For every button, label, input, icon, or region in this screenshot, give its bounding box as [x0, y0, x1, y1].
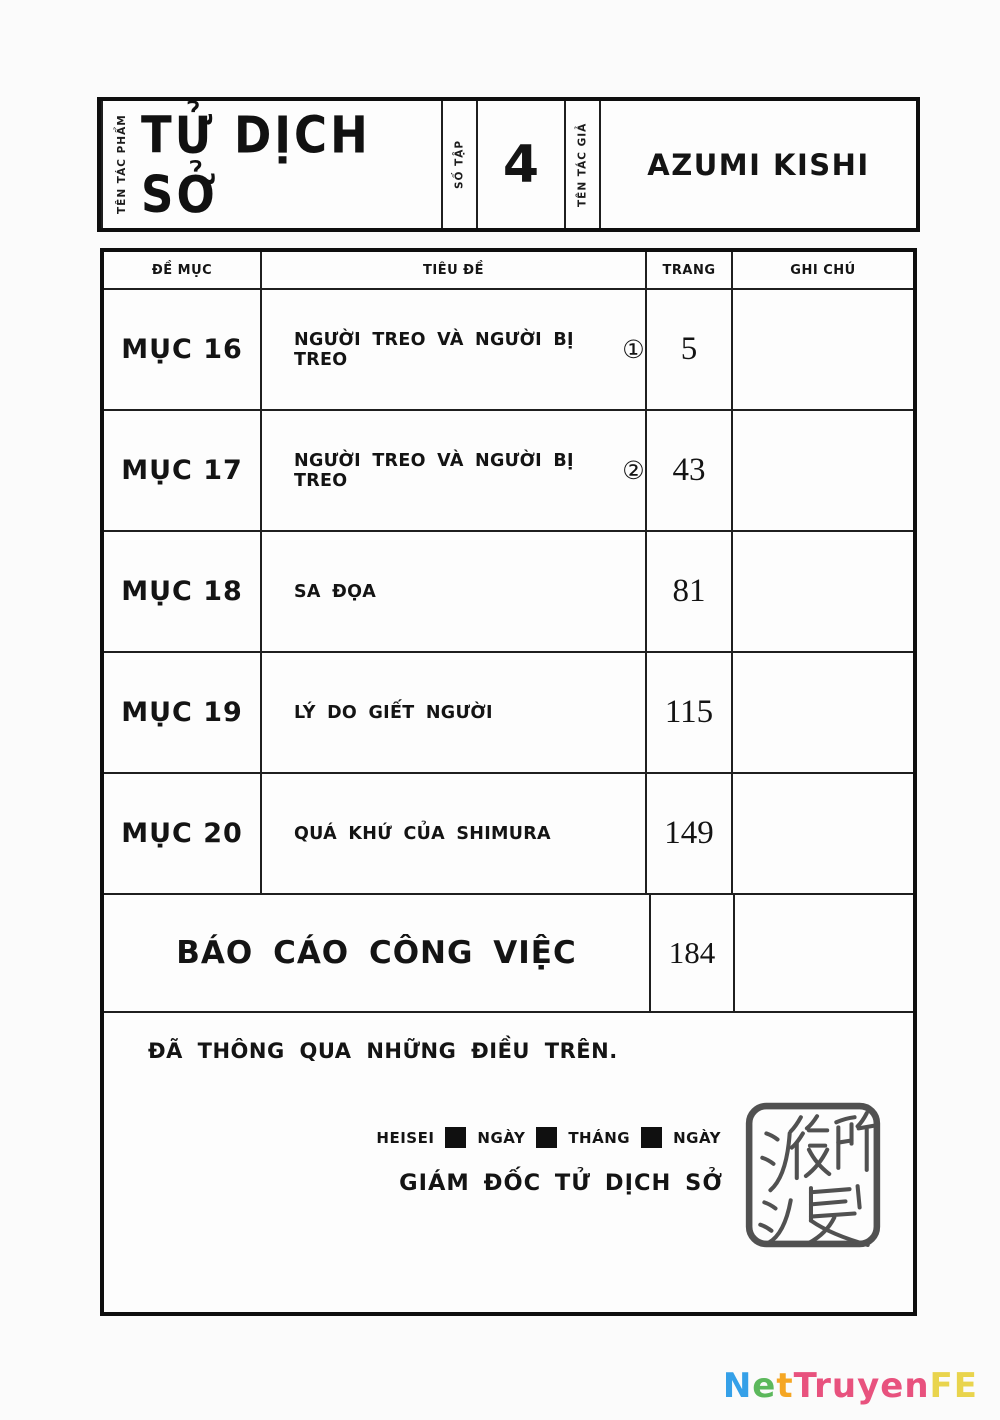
contents-table [100, 248, 917, 1316]
blank-square-icon [536, 1127, 557, 1148]
chapter-title [262, 653, 647, 772]
chapter-number: MỤC 18 [104, 532, 262, 651]
approval-statement: ĐÃ THÔNG QUA NHỮNG ĐIỀU TRÊN. [148, 1039, 618, 1063]
chapter-number: MỤC 16 [104, 290, 262, 409]
seal-char-shi-bottom [760, 1200, 790, 1243]
chapter-title [262, 290, 647, 409]
notes-cell [733, 774, 913, 893]
page-number: 115 [647, 653, 733, 772]
date-line [376, 1127, 721, 1148]
director-seal-stamp [744, 1101, 882, 1249]
notes-cell [735, 895, 913, 1011]
table-row [104, 774, 913, 895]
day-label: NGÀY [673, 1128, 721, 1147]
chapter-title [262, 774, 647, 893]
blank-square-icon [445, 1127, 466, 1148]
circled-number: ① [622, 336, 645, 364]
chapter-title-text: NGƯỜI TREO VÀ NGƯỜI BỊ TREO [294, 329, 574, 370]
page-number: 81 [647, 532, 733, 651]
chapter-title-text: LÝ DO GIẾT NGƯỜI [294, 702, 493, 723]
chapter-number: MỤC 17 [104, 411, 262, 530]
chapter-title [262, 532, 647, 651]
notes-cell [733, 653, 913, 772]
work-report-row [104, 895, 913, 1013]
series-title: TỬ DỊCH SỞ [141, 105, 371, 224]
chapter-title [262, 411, 647, 530]
director-title: GIÁM ĐỐC TỬ DỊCH SỞ [399, 1170, 723, 1196]
seal-char-cho [809, 1186, 868, 1245]
seal-char-yaku [791, 1116, 830, 1178]
chapter-title-text: SA ĐỌA [294, 581, 377, 602]
author-name: AZUMI KISHI [647, 147, 870, 182]
circled-number: ② [622, 457, 645, 485]
work-report-title: BÁO CÁO CÔNG VIỆC [176, 935, 577, 971]
col-header-de-muc: ĐỀ MỤC [104, 252, 262, 288]
chapter-number: MỤC 20 [104, 774, 262, 893]
col-header-tieu-de: TIÊU ĐỀ [262, 252, 647, 288]
page-number: 184 [649, 895, 735, 1011]
chapter-number: MỤC 19 [104, 653, 262, 772]
page-number: 43 [647, 411, 733, 530]
work-name-label: TÊN TÁC PHẨM [101, 101, 141, 228]
table-header-row [104, 252, 913, 290]
month-label: THÁNG [568, 1128, 631, 1147]
notes-cell [733, 290, 913, 409]
notes-cell [733, 532, 913, 651]
day-label: NGÀY [477, 1128, 526, 1147]
page-number: 5 [647, 290, 733, 409]
blank-square-icon [641, 1127, 662, 1148]
col-header-ghi-chu: GHI CHÚ [790, 262, 856, 278]
page-number: 149 [647, 774, 733, 893]
era-label: HEISEI [376, 1128, 435, 1147]
seal-char-shi-top [762, 1133, 789, 1190]
table-row [104, 532, 913, 653]
seal-char-sho [836, 1113, 876, 1170]
chapter-title-text: NGƯỜI TREO VÀ NGƯỜI BỊ TREO [294, 450, 574, 491]
col-header-trang: TRANG [647, 252, 733, 288]
title-header [97, 97, 920, 232]
volume-number: 4 [502, 134, 540, 195]
author-label: TÊN TÁC GIẢ [564, 101, 601, 228]
volume-label: SỐ TẬP [441, 101, 478, 228]
table-row [104, 290, 913, 411]
chapter-title-text: QUÁ KHỨ CỦA SHIMURA [294, 823, 551, 844]
notes-cell [733, 411, 913, 530]
site-watermark: NetTruyenFE [722, 1366, 978, 1406]
table-row [104, 411, 913, 532]
table-row [104, 653, 913, 774]
approval-section [104, 1013, 913, 1312]
